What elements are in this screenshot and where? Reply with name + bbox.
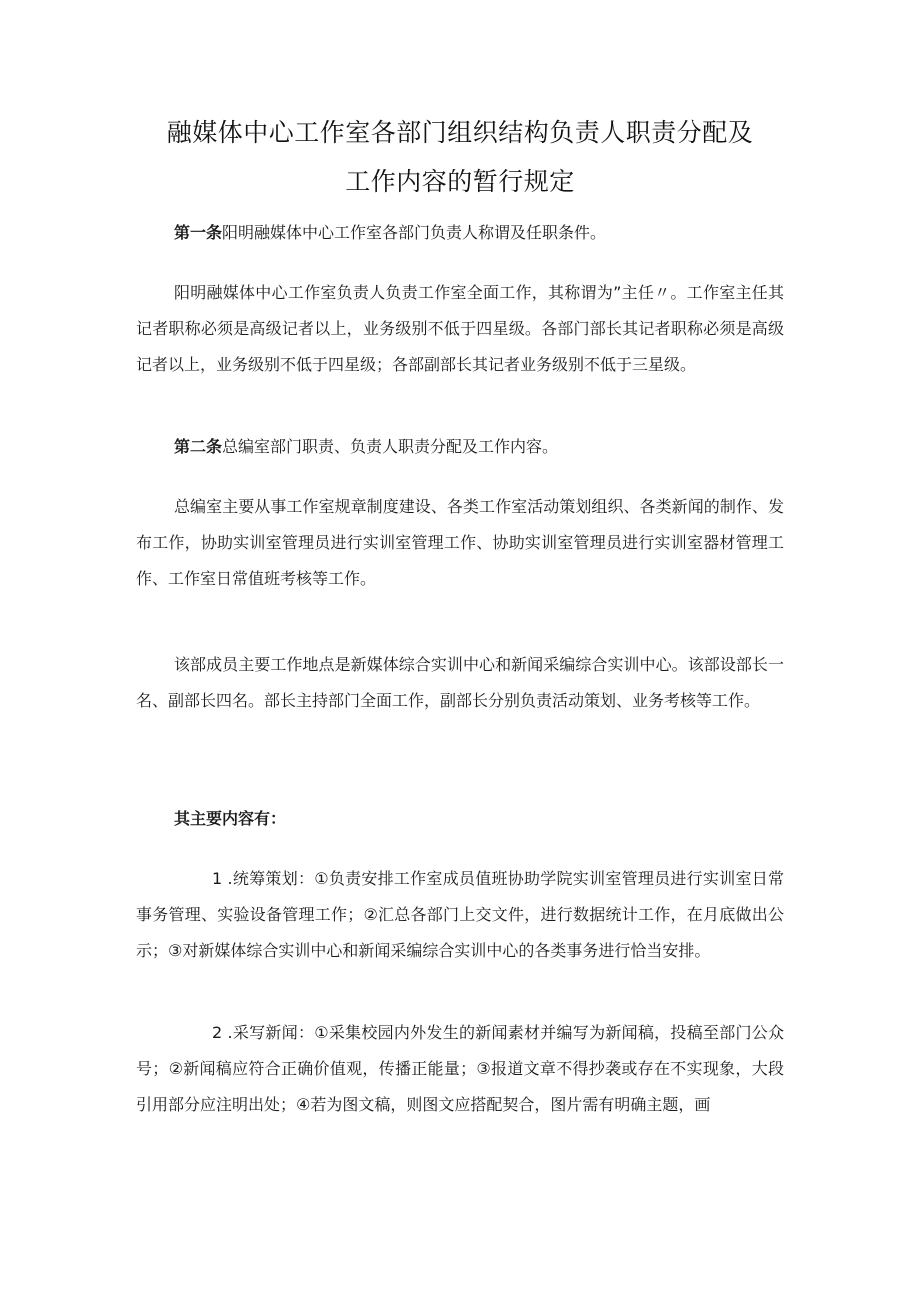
- paragraph-office-director: 阳明融媒体中心工作室负责人负责工作室全面工作，其称谓为”主任〃。工作室主任其记者职称必须是高级记者以上，业务级别不低于四星级。各部门部长其记者职称必须是高级记者以上，业务级别不低于四星级；各部副部长其记者业务级别不低于三星级。: [136, 283, 784, 374]
- list-item-text: .统筹策划：①负责安排工作室成员值班协助学院实训室管理员进行实训室日常事务管理、实验设备管理工作；②汇总各部门上交文件，进行数据统计工作，在月底做出公示；③对新媒体综合实训中心和新闻采编综合实训中心的各类事务进行恰当安排。: [136, 869, 784, 960]
- article-2-label: 第二条: [174, 437, 223, 456]
- list-item-number: 1: [212, 869, 223, 888]
- list-item-number: 2: [212, 1023, 223, 1042]
- paragraph-editorial-office: 总编室主要从事工作室规章制度建设、各类工作室活动策划组织、各类新闻的制作、发布工作，协助实训室管理员进行实训室管理工作、协助实训室管理员进行实训室器材管理工作、工作室日常值班考核等工作。: [136, 497, 784, 588]
- document-title-line-1: 融媒体中心工作室各部门组织结构负责人职责分配及: [166, 118, 754, 147]
- list-item-text: .采写新闻：①采集校园内外发生的新闻素材并编写为新闻稿，投稿至部门公众号；②新闻稿应符合正确价值观，传播正能量；③报道文章不得抄袭或存在不实现象，大段引用部分应注明出处；④若为图文稿，则图文应搭配契合，图片需有明确主题，画: [136, 1023, 784, 1114]
- article-1: [136, 215, 784, 251]
- article-1-text: 阳明融媒体中心工作室各部门负责人称谓及任职条件。: [222, 223, 607, 242]
- paragraph-department-members: 该部成员主要工作地点是新媒体综合实训中心和新闻采编综合实训中心。该部设部长一名、副部长四名。部长主持部门全面工作，副部长分别负责活动策划、业务考核等工作。: [136, 655, 784, 710]
- article-2-text: 总编室部门职责、负责人职责分配及工作内容。: [222, 437, 559, 456]
- list-item-news-writing: [136, 1015, 784, 1123]
- main-content-heading: 其主要内容有：: [174, 809, 287, 828]
- list-item-planning: [136, 861, 784, 969]
- article-1-label: 第一条: [174, 223, 223, 242]
- document-title-line-2: 工作内容的暂行规定: [345, 167, 575, 196]
- article-2: [136, 429, 784, 465]
